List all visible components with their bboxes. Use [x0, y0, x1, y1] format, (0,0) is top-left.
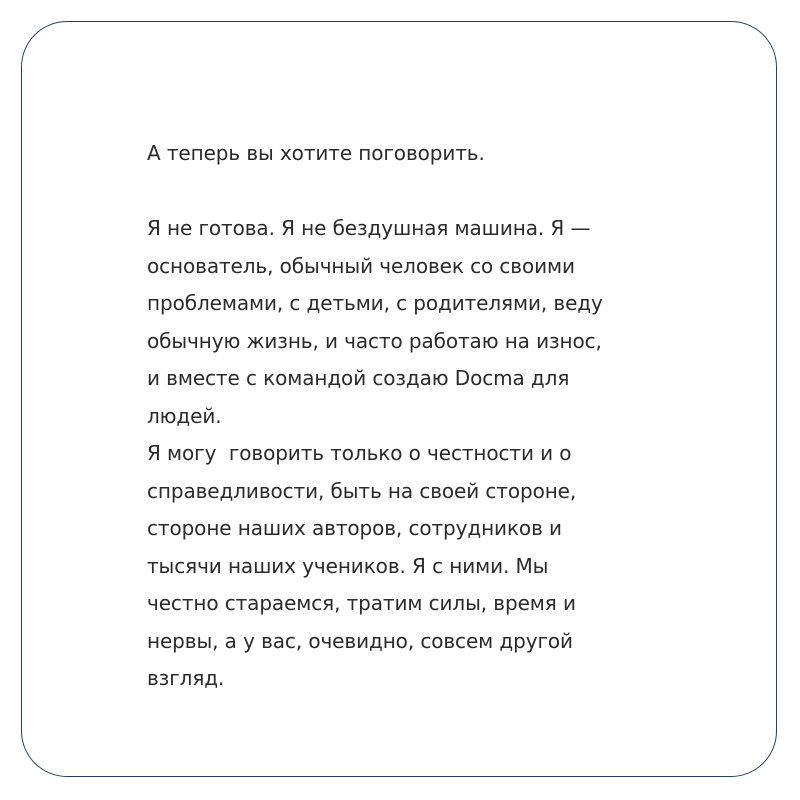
- text-line: и вместе с командой создаю Docma для: [147, 366, 570, 390]
- message-card: [21, 21, 777, 777]
- text-line: тысячи наших учеников. Я с ними. Мы: [147, 553, 549, 578]
- text-line: Я не готова. Я не бездушная машина. Я —: [147, 216, 591, 240]
- text-line: взгляд.: [147, 666, 225, 690]
- text-line: стороне наших авторов, сотрудников и: [147, 516, 562, 540]
- text-line: Я могу говорить только о честности и о: [147, 441, 572, 465]
- text-line: обычную жизнь, и часто работаю на износ,: [147, 328, 602, 353]
- text-line: А теперь вы хотите поговорить.: [147, 141, 485, 165]
- text-line: честно стараемся, тратим силы, время и: [147, 591, 576, 615]
- text-line: людей.: [147, 403, 222, 428]
- text-line: основатель, обычный человек со своими: [147, 253, 575, 278]
- text-line: проблемами, с детьми, с родителями, веду: [147, 291, 603, 315]
- paragraph-gap: [147, 173, 707, 211]
- message-text: [147, 135, 707, 698]
- text-line: справедливости, быть на своей стороне,: [147, 478, 577, 503]
- text-line: нервы, а у вас, очевидно, совсем другой: [147, 628, 573, 653]
